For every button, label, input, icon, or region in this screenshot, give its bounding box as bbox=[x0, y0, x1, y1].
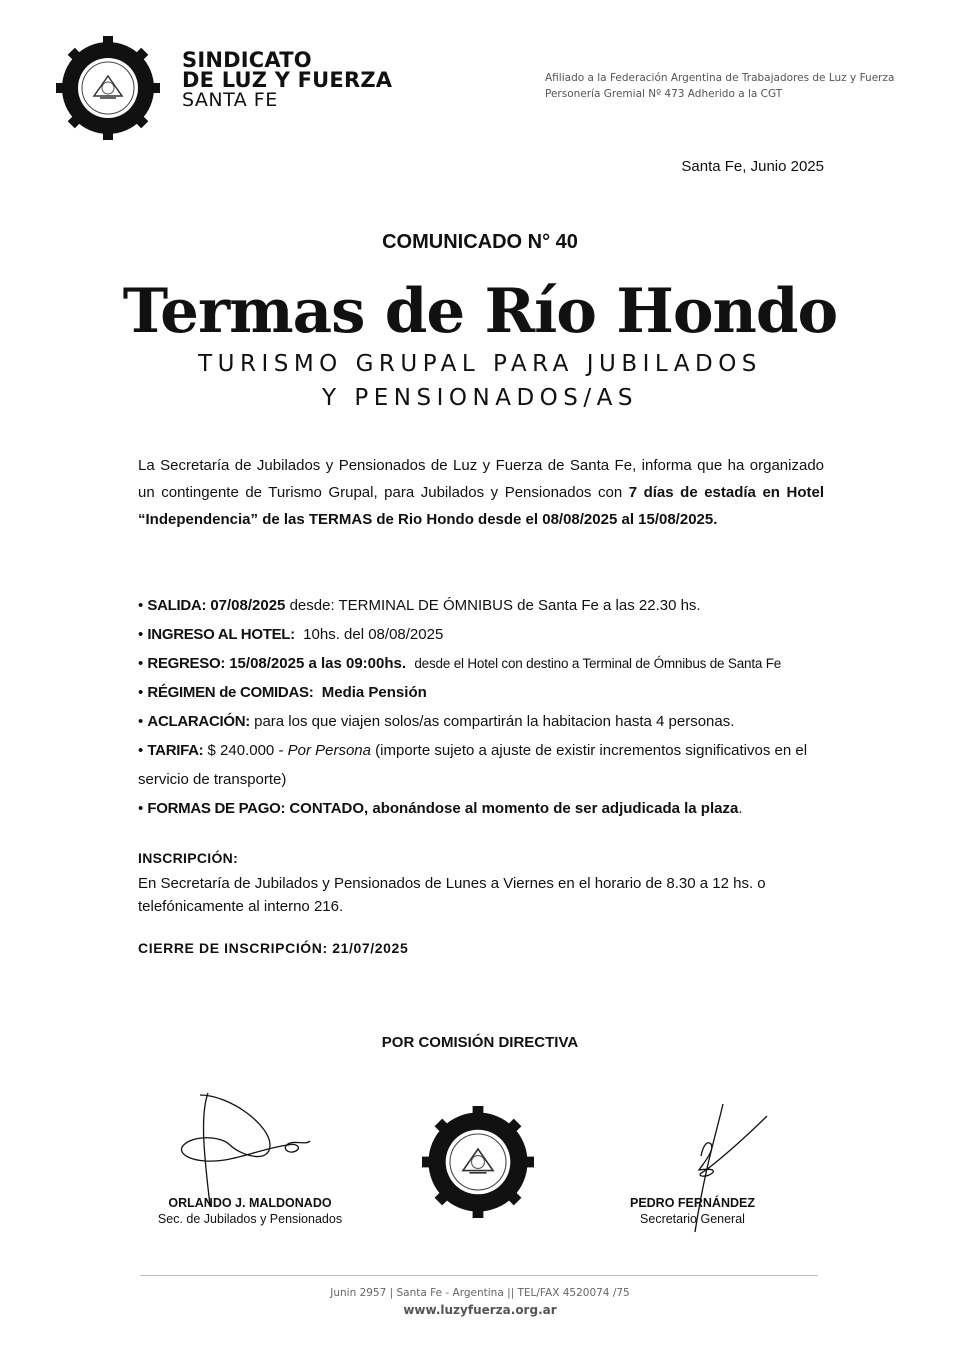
subtitle-line-2: Y PENSIONADOS/AS bbox=[322, 385, 638, 411]
aclaracion-text: para los que viajen solos/as compartirán la habitacion hasta 4 personas. bbox=[249, 713, 735, 730]
document-date: Santa Fe, Junio 2025 bbox=[681, 158, 824, 175]
list-item-tarifa: • TARIFA: $ 240.000 - Por Persona (importe sujeto a ajuste de existir incrementos significativos en el servicio de transporte) bbox=[138, 742, 808, 788]
formas-value: CONTADO, abonándose al momento de ser adjudicada la plaza bbox=[285, 800, 739, 817]
signer-name: PEDRO FERNÁNDEZ bbox=[629, 1196, 755, 1210]
tarifa-amount: $ 240.000 - bbox=[203, 742, 288, 759]
tarifa-label: TARIFA: bbox=[147, 742, 204, 759]
salida-text: desde: TERMINAL DE ÓMNIBUS de Santa Fe a las 22.30 hs. bbox=[285, 597, 701, 614]
affiliation-line-1: Afiliado a la Federación Argentina de Trabajadores de Luz y Fuerza bbox=[545, 72, 895, 84]
subtitle-line-1: TURISMO GRUPAL PARA JUBILADOS bbox=[198, 351, 762, 377]
salida-date: 07/08/2025 bbox=[210, 597, 286, 614]
brand-line-3: SANTA FE bbox=[182, 89, 278, 111]
footer-address: Junin 2957 | Santa Fe - Argentina || TEL/FAX 4520074 /75 bbox=[330, 1287, 630, 1299]
signature-block-fernandez bbox=[600, 1195, 785, 1227]
regreso-date: 15/08/2025 a las 09:00hs. bbox=[229, 655, 407, 672]
intro-bold-text: 7 días de estadía en Hotel “Independencia” de las TERMAS de Rio Hondo desde el 08/08/2025 al 15/08/2025. bbox=[138, 484, 824, 528]
list-item-ingreso: • INGRESO AL HOTEL: 10hs. del 08/08/2025 bbox=[138, 626, 444, 643]
list-item-regreso: • REGRESO: 15/08/2025 a las 09:00hs. desde el Hotel con destino a Terminal de Ómnibus de Santa Fe bbox=[138, 655, 782, 672]
union-name bbox=[182, 50, 392, 110]
list-item-formas-pago: • FORMAS DE PAGO: CONTADO, abonándose al momento de ser adjudicada la plaza. bbox=[138, 800, 743, 817]
signer-name: ORLANDO J. MALDONADO bbox=[168, 1196, 332, 1210]
regreso-label: REGRESO: bbox=[147, 655, 226, 672]
signer-role: Secretario General bbox=[640, 1212, 745, 1226]
regreso-text: desde el Hotel con destino a Terminal de Ómnibus de Santa Fe bbox=[414, 656, 782, 671]
salida-label: SALIDA: bbox=[147, 597, 207, 614]
brand-line-1: SINDICATO bbox=[182, 48, 312, 72]
list-item-aclaracion: • ACLARACIÓN: para los que viajen solos/as compartirán la habitacion hasta 4 personas. bbox=[138, 713, 735, 730]
regimen-value: Media Pensión bbox=[321, 684, 427, 701]
por-comision-directiva: POR COMISIÓN DIRECTIVA bbox=[381, 1034, 579, 1051]
comunicado-number: COMUNICADO N° 40 bbox=[382, 231, 578, 253]
brand-line-2: DE LUZ Y FUERZA bbox=[182, 68, 393, 92]
footer-website: www.luzyfuerza.org.ar bbox=[403, 1303, 557, 1317]
affiliation bbox=[545, 70, 894, 102]
formas-label: FORMAS DE PAGO: bbox=[147, 800, 286, 817]
list-item-regimen: • RÉGIMEN de COMIDAS: Media Pensión bbox=[138, 684, 427, 701]
union-seal bbox=[422, 1106, 534, 1218]
union-logo bbox=[56, 36, 160, 140]
footer-divider bbox=[140, 1275, 818, 1276]
ingreso-text: 10hs. del 08/08/2025 bbox=[303, 626, 444, 643]
ingreso-label: INGRESO AL HOTEL: bbox=[147, 626, 295, 643]
inscripcion-text: En Secretaría de Jubilados y Pensionados de Lunes a Viernes en el horario de 8.30 a 12 hs. o telefónicamente al interno 216. bbox=[138, 875, 766, 915]
signature-block-maldonado bbox=[140, 1195, 360, 1227]
aclaracion-label: ACLARACIÓN: bbox=[147, 713, 250, 730]
affiliation-line-2: Personería Gremial Nº 473 Adherido a la CGT bbox=[545, 88, 783, 100]
signer-role: Sec. de Jubilados y Pensionados bbox=[157, 1212, 343, 1226]
tarifa-per-person: Por Persona bbox=[287, 742, 371, 759]
regimen-label: RÉGIMEN de COMIDAS: bbox=[147, 684, 314, 701]
list-item-salida: • SALIDA: 07/08/2025 desde: TERMINAL DE ÓMNIBUS de Santa Fe a las 22.30 hs. bbox=[138, 597, 701, 614]
inscripcion-title: INSCRIPCIÓN: bbox=[138, 850, 239, 866]
intro-text: La Secretaría de Jubilados y Pensionados de Luz y Fuerza de Santa Fe, informa que ha organizado un contingente de Turismo Grupal, para Jubilados y Pensionados con bbox=[138, 457, 824, 501]
headline: Termas de Río Hondo bbox=[122, 276, 838, 347]
details-list bbox=[138, 591, 828, 823]
intro-paragraph bbox=[138, 452, 824, 533]
formas-end: . bbox=[738, 800, 743, 817]
tarifa-note: (importe sujeto a ajuste de existir incrementos significativos en el servicio de transporte) bbox=[138, 742, 808, 788]
cierre-inscripcion: CIERRE DE INSCRIPCIÓN: 21/07/2025 bbox=[138, 940, 409, 956]
